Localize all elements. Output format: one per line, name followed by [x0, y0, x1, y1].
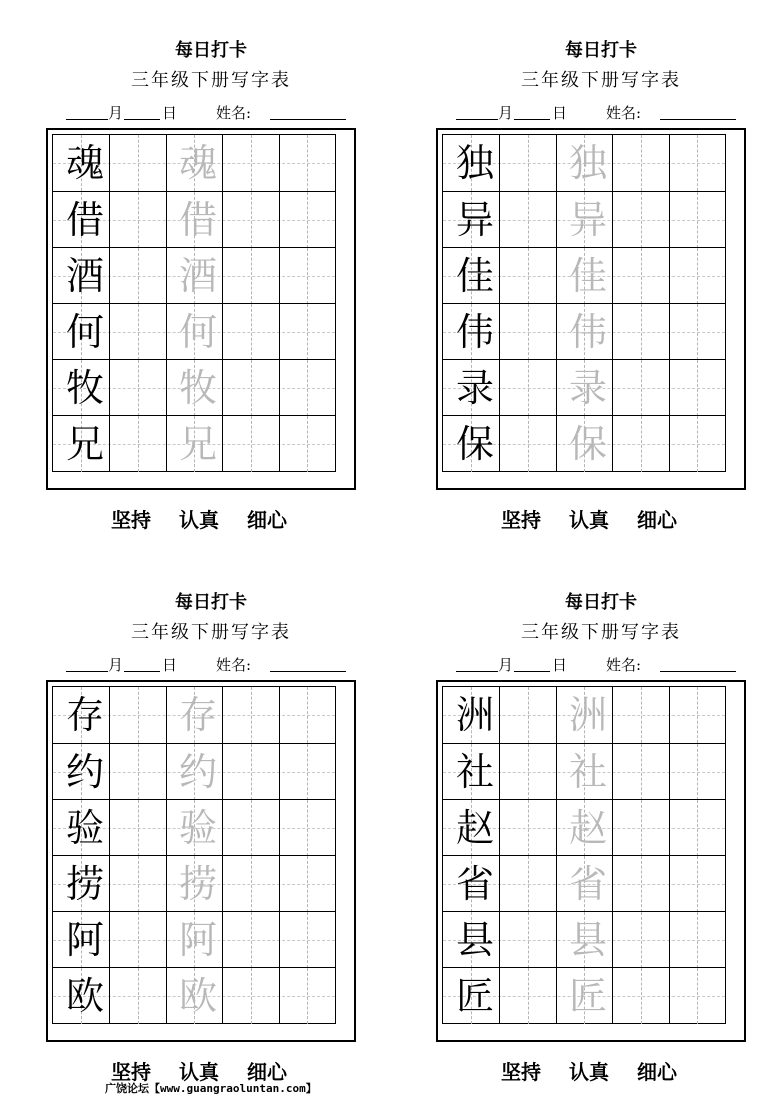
- grid-row: [53, 799, 335, 856]
- guide-line: [251, 912, 252, 968]
- grid-row: [443, 855, 725, 912]
- practice-card: [436, 588, 766, 1088]
- cell-divider: [166, 800, 167, 856]
- card-title: 每日打卡: [565, 40, 637, 61]
- guide-line: [641, 744, 642, 800]
- guide-line: [697, 687, 698, 743]
- cell-divider: [556, 912, 557, 968]
- cell-divider: [556, 744, 557, 800]
- guide-line: [251, 800, 252, 856]
- guide-line: [138, 912, 139, 968]
- trace-character: 酒: [178, 254, 217, 298]
- model-character: 欧: [65, 974, 104, 1018]
- day-label: 日: [552, 656, 568, 674]
- model-character: 验: [65, 806, 104, 850]
- cell-divider: [279, 744, 280, 800]
- grid-row: [53, 855, 335, 912]
- guide-line: [307, 968, 308, 1024]
- cell-divider: [556, 248, 557, 304]
- guide-line: [138, 856, 139, 912]
- cell-divider: [166, 856, 167, 912]
- motto-word: 细心: [247, 508, 287, 532]
- grid-row: [443, 911, 725, 968]
- cell-divider: [669, 744, 670, 800]
- model-character: 洲: [455, 693, 494, 737]
- grid-row: [443, 247, 725, 304]
- cell-divider: [669, 856, 670, 912]
- cell-divider: [279, 687, 280, 743]
- grid-row: [443, 303, 725, 360]
- guide-line: [251, 968, 252, 1024]
- guide-line: [138, 192, 139, 248]
- grid-row: [443, 743, 725, 800]
- guide-line: [641, 687, 642, 743]
- guide-line: [307, 135, 308, 191]
- date-name-line: [46, 654, 376, 674]
- guide-line: [641, 192, 642, 248]
- card-title: 每日打卡: [175, 40, 247, 61]
- grid-row: [443, 687, 725, 743]
- day-blank[interactable]: [514, 654, 550, 672]
- practice-card: [46, 588, 376, 1088]
- guide-line: [307, 192, 308, 248]
- day-label: 日: [162, 104, 178, 122]
- guide-line: [528, 800, 529, 856]
- motto-word: 坚持: [111, 508, 151, 532]
- trace-character: 何: [178, 310, 217, 354]
- guide-line: [697, 304, 698, 360]
- month-label: 月: [108, 104, 124, 122]
- day-label: 日: [162, 656, 178, 674]
- guide-line: [528, 248, 529, 304]
- guide-line: [251, 360, 252, 416]
- motto-word: 坚持: [111, 1060, 151, 1084]
- guide-line: [138, 687, 139, 743]
- cell-divider: [279, 248, 280, 304]
- practice-grid: [46, 680, 356, 1042]
- guide-line: [697, 248, 698, 304]
- model-character: 社: [455, 750, 494, 794]
- cell-divider: [669, 968, 670, 1024]
- guide-line: [697, 968, 698, 1024]
- guide-line: [641, 135, 642, 191]
- guide-line: [528, 135, 529, 191]
- card-subtitle: 三年级下册写字表: [131, 622, 291, 643]
- grid-row: [53, 743, 335, 800]
- motto-word: 细心: [637, 508, 677, 532]
- grid-row: [443, 967, 725, 1024]
- trace-character: 捞: [178, 862, 217, 906]
- cell-divider: [279, 416, 280, 472]
- cell-divider: [279, 856, 280, 912]
- trace-character: 录: [568, 366, 607, 410]
- trace-character: 牧: [178, 366, 217, 410]
- trace-character: 县: [568, 918, 607, 962]
- model-character: 牧: [65, 366, 104, 410]
- model-character: 保: [455, 422, 494, 466]
- grid-row: [53, 247, 335, 304]
- guide-line: [307, 248, 308, 304]
- grid-inner: [442, 686, 726, 1024]
- guide-line: [138, 248, 139, 304]
- practice-grid: [436, 680, 746, 1042]
- guide-line: [528, 304, 529, 360]
- practice-card: [436, 36, 766, 536]
- guide-line: [307, 744, 308, 800]
- model-character: 借: [65, 198, 104, 242]
- day-blank[interactable]: [124, 654, 160, 672]
- name-blank[interactable]: [660, 654, 736, 672]
- guide-line: [138, 360, 139, 416]
- cell-divider: [166, 687, 167, 743]
- site-footer: 广饶论坛【www.guangraoluntan.com】: [105, 1082, 317, 1095]
- guide-line: [251, 744, 252, 800]
- name-label: 姓名:: [606, 656, 642, 674]
- guide-line: [251, 304, 252, 360]
- grid-inner: [442, 134, 726, 472]
- month-blank[interactable]: [66, 102, 108, 120]
- trace-character: 社: [568, 750, 607, 794]
- motto-word: 认真: [179, 508, 219, 532]
- grid-row: [53, 687, 335, 743]
- guide-line: [307, 912, 308, 968]
- model-character: 阿: [65, 918, 104, 962]
- model-character: 酒: [65, 254, 104, 298]
- guide-line: [307, 687, 308, 743]
- cell-divider: [279, 912, 280, 968]
- grid-inner: [52, 134, 336, 472]
- cell-divider: [556, 968, 557, 1024]
- cell-divider: [166, 968, 167, 1024]
- card-subtitle: 三年级下册写字表: [521, 70, 681, 91]
- cell-divider: [669, 416, 670, 472]
- model-character: 捞: [65, 862, 104, 906]
- model-character: 省: [455, 862, 494, 906]
- name-label: 姓名:: [606, 104, 642, 122]
- date-name-line: [436, 102, 766, 122]
- guide-line: [697, 744, 698, 800]
- guide-line: [528, 744, 529, 800]
- date-name-line: [436, 654, 766, 674]
- cell-divider: [166, 192, 167, 248]
- cell-divider: [166, 912, 167, 968]
- guide-line: [138, 304, 139, 360]
- trace-character: 省: [568, 862, 607, 906]
- model-character: 赵: [455, 806, 494, 850]
- guide-line: [528, 192, 529, 248]
- guide-line: [307, 304, 308, 360]
- grid-row: [443, 415, 725, 472]
- cell-divider: [669, 248, 670, 304]
- cell-divider: [556, 416, 557, 472]
- trace-character: 借: [178, 198, 217, 242]
- month-label: 月: [498, 656, 514, 674]
- card-subtitle: 三年级下册写字表: [521, 622, 681, 643]
- trace-character: 验: [178, 806, 217, 850]
- grid-row: [443, 359, 725, 416]
- name-blank[interactable]: [660, 102, 736, 120]
- card-title: 每日打卡: [175, 592, 247, 613]
- guide-line: [697, 856, 698, 912]
- guide-line: [307, 360, 308, 416]
- guide-line: [528, 687, 529, 743]
- guide-line: [138, 800, 139, 856]
- model-character: 独: [455, 141, 494, 185]
- model-character: 何: [65, 310, 104, 354]
- name-blank[interactable]: [270, 102, 346, 120]
- trace-character: 魂: [178, 141, 217, 185]
- model-character: 兄: [65, 422, 104, 466]
- guide-line: [528, 856, 529, 912]
- guide-line: [641, 416, 642, 472]
- date-name-line: [46, 102, 376, 122]
- cell-divider: [279, 304, 280, 360]
- motto-word: 坚持: [501, 508, 541, 532]
- guide-line: [251, 192, 252, 248]
- guide-line: [528, 416, 529, 472]
- cell-divider: [166, 304, 167, 360]
- cell-divider: [166, 416, 167, 472]
- trace-character: 欧: [178, 974, 217, 1018]
- trace-character: 匠: [568, 974, 607, 1018]
- practice-card: [46, 36, 376, 536]
- cell-divider: [166, 360, 167, 416]
- motto: [436, 1056, 742, 1085]
- month-blank[interactable]: [456, 654, 498, 672]
- model-character: 存: [65, 693, 104, 737]
- month-blank[interactable]: [66, 654, 108, 672]
- guide-line: [251, 135, 252, 191]
- guide-line: [251, 687, 252, 743]
- cell-divider: [556, 856, 557, 912]
- cell-divider: [279, 800, 280, 856]
- guide-line: [528, 968, 529, 1024]
- guide-line: [697, 360, 698, 416]
- day-label: 日: [552, 104, 568, 122]
- guide-line: [251, 248, 252, 304]
- trace-character: 兄: [178, 422, 217, 466]
- cell-divider: [669, 192, 670, 248]
- cell-divider: [166, 248, 167, 304]
- name-label: 姓名:: [216, 656, 252, 674]
- name-blank[interactable]: [270, 654, 346, 672]
- guide-line: [528, 360, 529, 416]
- guide-line: [641, 800, 642, 856]
- cell-divider: [556, 800, 557, 856]
- model-character: 录: [455, 366, 494, 410]
- model-character: 伟: [455, 310, 494, 354]
- cell-divider: [669, 687, 670, 743]
- motto: [436, 504, 742, 533]
- guide-line: [138, 968, 139, 1024]
- grid-row: [53, 303, 335, 360]
- guide-line: [641, 912, 642, 968]
- name-label: 姓名:: [216, 104, 252, 122]
- cell-divider: [279, 968, 280, 1024]
- grid-row: [53, 415, 335, 472]
- motto-word: 认真: [569, 1060, 609, 1084]
- guide-line: [641, 304, 642, 360]
- month-label: 月: [108, 656, 124, 674]
- model-character: 约: [65, 750, 104, 794]
- grid-row: [53, 967, 335, 1024]
- guide-line: [697, 800, 698, 856]
- trace-character: 独: [568, 141, 607, 185]
- month-blank[interactable]: [456, 102, 498, 120]
- guide-line: [138, 416, 139, 472]
- model-character: 魂: [65, 141, 104, 185]
- guide-line: [528, 912, 529, 968]
- guide-line: [697, 135, 698, 191]
- guide-line: [641, 968, 642, 1024]
- model-character: 异: [455, 198, 494, 242]
- grid-row: [53, 135, 335, 191]
- guide-line: [307, 416, 308, 472]
- practice-grid: [436, 128, 746, 490]
- motto-word: 坚持: [501, 1060, 541, 1084]
- trace-character: 保: [568, 422, 607, 466]
- motto-word: 细心: [247, 1060, 287, 1084]
- guide-line: [641, 856, 642, 912]
- cell-divider: [279, 135, 280, 191]
- day-blank[interactable]: [514, 102, 550, 120]
- model-character: 佳: [455, 254, 494, 298]
- trace-character: 伟: [568, 310, 607, 354]
- trace-character: 佳: [568, 254, 607, 298]
- model-character: 匠: [455, 974, 494, 1018]
- guide-line: [641, 248, 642, 304]
- guide-line: [251, 856, 252, 912]
- cell-divider: [279, 360, 280, 416]
- trace-character: 阿: [178, 918, 217, 962]
- guide-line: [697, 192, 698, 248]
- trace-character: 约: [178, 750, 217, 794]
- guide-line: [307, 856, 308, 912]
- grid-row: [443, 191, 725, 248]
- trace-character: 异: [568, 198, 607, 242]
- guide-line: [697, 912, 698, 968]
- cell-divider: [556, 304, 557, 360]
- cell-divider: [166, 744, 167, 800]
- cell-divider: [669, 912, 670, 968]
- month-label: 月: [498, 104, 514, 122]
- motto-word: 认真: [179, 1060, 219, 1084]
- grid-inner: [52, 686, 336, 1024]
- cell-divider: [556, 135, 557, 191]
- cell-divider: [556, 192, 557, 248]
- card-title: 每日打卡: [565, 592, 637, 613]
- guide-line: [307, 800, 308, 856]
- cell-divider: [669, 800, 670, 856]
- guide-line: [138, 135, 139, 191]
- motto: [46, 504, 352, 533]
- model-character: 县: [455, 918, 494, 962]
- grid-row: [53, 359, 335, 416]
- grid-row: [53, 191, 335, 248]
- trace-character: 赵: [568, 806, 607, 850]
- cell-divider: [166, 135, 167, 191]
- cell-divider: [669, 360, 670, 416]
- guide-line: [641, 360, 642, 416]
- motto-word: 细心: [637, 1060, 677, 1084]
- cell-divider: [279, 192, 280, 248]
- cell-divider: [669, 135, 670, 191]
- cell-divider: [556, 687, 557, 743]
- cell-divider: [669, 304, 670, 360]
- motto-word: 认真: [569, 508, 609, 532]
- day-blank[interactable]: [124, 102, 160, 120]
- trace-character: 存: [178, 693, 217, 737]
- trace-character: 洲: [568, 693, 607, 737]
- grid-row: [443, 799, 725, 856]
- grid-row: [53, 911, 335, 968]
- card-subtitle: 三年级下册写字表: [131, 70, 291, 91]
- cell-divider: [556, 360, 557, 416]
- grid-row: [443, 135, 725, 191]
- guide-line: [697, 416, 698, 472]
- practice-grid: [46, 128, 356, 490]
- guide-line: [138, 744, 139, 800]
- guide-line: [251, 416, 252, 472]
